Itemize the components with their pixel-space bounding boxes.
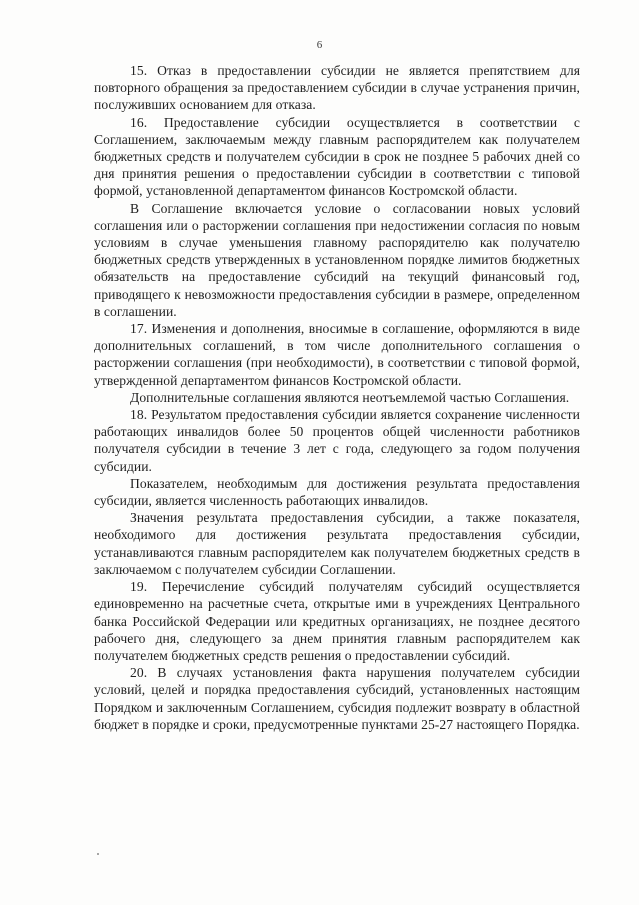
scan-speck xyxy=(97,853,99,855)
paragraph-18-result: 18. Результатом предоставления субсидии является сохранение численности работающих инвалидов более 50 процентов общей численности работников получателя субсидии в течение 3 лет с года, следующего за годом получения субсидии. xyxy=(94,407,580,474)
paragraph-additional-agreements: Дополнительные соглашения являются неотъемлемой частью Соглашения. xyxy=(130,389,570,405)
paragraph-19-transfer: 19. Перечисление субсидий получателям субсидий осуществляется единовременно на расчетные счета, открытые ими в учреждениях Центрального банка Российской Федерации или кредитных организациях, не позднее десятого рабочего дня, следующего за днем принятия главным распорядителем как получателем бюджетных средств решения о предоставлении субсидий. xyxy=(94,579,580,663)
document-body xyxy=(94,62,580,733)
page-number: 6 xyxy=(316,39,323,51)
paragraph-20-violation: 20. В случаях установления факта нарушения получателем субсидии условий, целей и порядка предоставления субсидий, установленных настоящим Порядком и заключенным Соглашением, субсидия подлежит возврату в областной бюджет в порядке и сроки, предусмотренные пунктами 25-27 настоящего Порядка. xyxy=(94,665,580,732)
paragraph-17-amendments: 17. Изменения и дополнения, вносимые в соглашение, оформляются в виде дополнительных соглашений, в том числе дополнительного соглашения о расторжении соглашения (при необходимости), в соответствии с типовой формой, утвержденной департаментом финансов Костромской области. xyxy=(94,321,580,388)
paragraph-agreement-conditions: В Соглашение включается условие о согласовании новых условий соглашения или о расторжении соглашения при недостижении согласия по новым условиям в случае уменьшения главному распорядителю как получателю бюджетных средств утвержденных в установленном порядке лимитов бюджетных обязательств на предоставление субсидий на текущий финансовый год, приводящего к невозможности предоставления субсидии в размере, определенном в соглашении. xyxy=(94,200,580,319)
paragraph-15-refusal: 15. Отказ в предоставлении субсидии не является препятствием для повторного обращения за предоставлением субсидии в случае устранения причин, послуживших основанием для отказа. xyxy=(94,63,580,113)
paragraph-indicator: Показателем, необходимым для достижения результата предоставления субсидии, является численность работающих инвалидов. xyxy=(94,475,580,509)
paragraph-16-agreement: 16. Предоставление субсидии осуществляется в соответствии с Соглашением, заключаемым между главным распорядителем как получателем бюджетных средств и получателем субсидии в срок не позднее 5 рабочих дней со дня принятия решения о предоставлении субсидии в соответствии с типовой формой, установленной департаментом финансов Костромской области. xyxy=(94,114,580,199)
paragraph-result-values: Значения результата предоставления субсидии, а также показателя, необходимого для достижения результата предоставления субсидии, устанавливаются главным распорядителем как получателем бюджетных средств в заключаемом с получателем субсидии Соглашении. xyxy=(94,510,580,577)
